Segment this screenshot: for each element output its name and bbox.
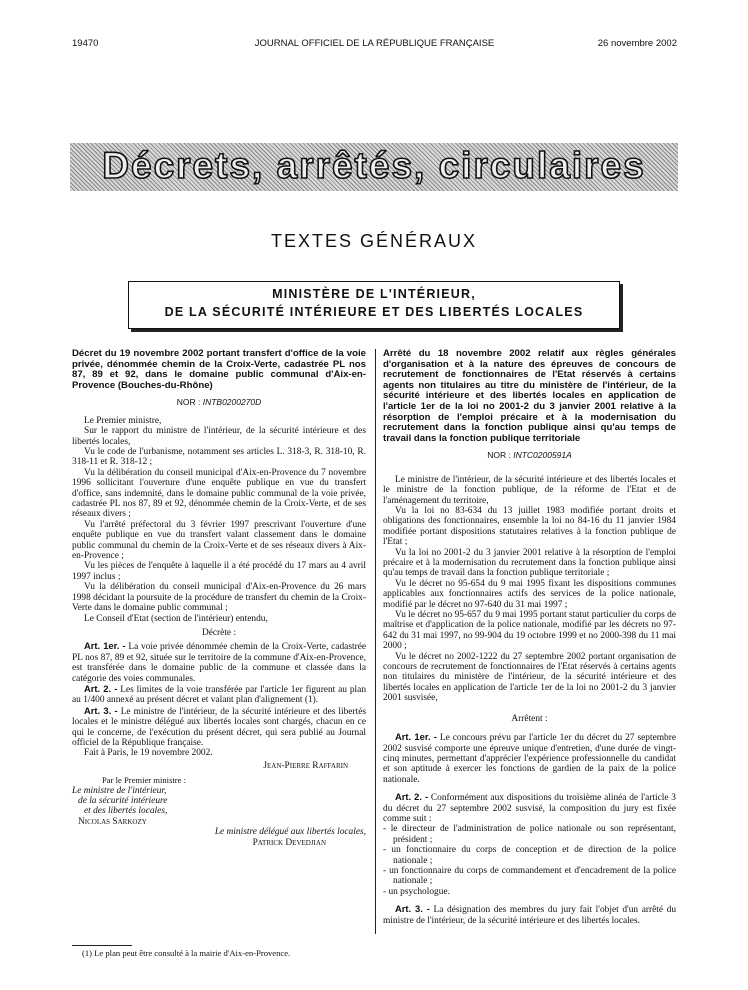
article (383, 732, 676, 785)
ministry-line-1: MINISTÈRE DE L'INTÉRIEUR, (272, 287, 476, 301)
delegate-title: Le ministre délégué aux libertés locales, (214, 827, 366, 838)
page-number: 19470 (72, 38, 99, 49)
nor-label: NOR : (487, 450, 511, 461)
paragraph: Le Conseil d'Etat (section de l'intérieur) entendu, (84, 613, 268, 624)
paragraph: Le ministre de l'intérieur, de la sécurité intérieure et des libertés locales et le ministre de la fonction publique, de la réforme de l'Etat et de l'aménagement du territoire, (383, 474, 676, 506)
jury-list (383, 824, 676, 897)
nor-reference (383, 450, 676, 460)
article-text: La désignation des membres du jury fait l'objet d'un arrêté du ministre de l'intérieur, de la sécurité intérieure et des libertés locales. (383, 905, 677, 926)
footnote-rule (72, 945, 132, 946)
decrete-heading: Décrète : (201, 627, 237, 638)
fait-line: Fait à Paris, le 19 novembre 2002. (84, 748, 213, 759)
paragraph: Vu la délibération du conseil municipal d'Aix-en-Provence du 7 novembre 1996 sollicitant l'ouverture d'une enquête publique en vue du transfert d'office, sans indemnité, dans le domaine public communal de la voie privée, cadastrée PL nos 87, 89 et 92, dénommée chemin de la Croix-Verte, et de ses réseaux divers ; (72, 467, 366, 520)
decree-title: Décret du 19 novembre 2002 portant transfert d'office de la voie privée, dénommée chemin de la Croix-Verte, cadastrée PL nos 87, 89 et 92, dans le domaine public communal d'Aix-en-Provence (Bouches-du-Rhône) (72, 348, 366, 391)
journal-title: JOURNAL OFFICIEL DE LA RÉPUBLIQUE FRANÇAISE (254, 38, 495, 49)
paragraph: Vu le code de l'urbanisme, notamment ses articles L. 318-3, R. 318-10, R. 318-11 et R. 318-12 ; (72, 447, 366, 468)
minister-title-2: de la sécurité intérieure (78, 796, 168, 806)
article (72, 706, 366, 749)
article-text: Conformément aux dispositions du troisième alinéa de l'article 3 du décret du 27 septembre 2002 susvisé, la composition du jury est fixée comme suit : (383, 793, 676, 824)
paragraph: Sur le rapport du ministre de l'intérieur, de la sécurité intérieure et des libertés locales, (72, 426, 366, 447)
delegate-name: Patrick Devedjian (252, 837, 326, 848)
jury-member: - un fonctionnaire du corps de conception et de direction de la police nationale ; (383, 845, 676, 866)
nor-code: INTB0200270D (202, 397, 262, 408)
arretent-heading: Arrêtent : (511, 713, 548, 724)
nor-label: NOR : (176, 397, 201, 408)
paragraph: Vu les pièces de l'enquête à laquelle il a été procédé du 17 mars au 4 avril 1997 inclus ; (72, 561, 366, 582)
article-label: Art. 2. - (84, 682, 118, 694)
article-text: Les limites de la voie transférée par l'article 1er figurent au plan au 1/400 annexé au présent décret et valant plan d'alignement (1). (72, 684, 367, 706)
article-label: Art. 2. - (395, 791, 429, 803)
article (72, 641, 366, 684)
column-divider (375, 349, 376, 934)
jury-member: - un psychologue. (383, 886, 450, 897)
article-label: Art. 3. - (395, 903, 430, 915)
paragraph: Vu le décret no 95-654 du 9 mai 1995 fixant les dispositions communes applicables aux fonctionnaires actifs des services de la police nationale, modifié par le décret no 97-640 du 31 mai 1997 ; (383, 578, 676, 610)
article-text: Le ministre de l'intérieur, de la sécurité intérieure et des libertés locales et le ministre délégué aux libertés locales sont chargés, chacun en ce qui le concerne, de l'exécution du présent décret, qui sera publié au Journal officiel de la République française. (72, 706, 367, 748)
article-label: Art. 3. - (84, 704, 118, 716)
paragraph: Vu la délibération du conseil municipal d'Aix-en-Provence du 26 mars 1998 décidant la poursuite de la procédure de transfert du chemin de la Croix-Verte dans le domaine public communal ; (72, 582, 366, 614)
ministry-box (128, 281, 620, 329)
nor-reference (72, 397, 366, 407)
section-heading: TEXTES GÉNÉRAUX (270, 231, 478, 251)
issue-date: 26 novembre 2002 (597, 38, 677, 49)
right-column (383, 349, 676, 926)
article-label: Art. 1er. - (84, 640, 126, 652)
article-text: La voie privée dénommée chemin de la Croix-Verte, cadastrée PL nos 87, 89 et 92, située sur le territoire de la commune d'Aix-en-Provence, est transférée dans le domaine public de la commune et classée dans la catégorie des voies communales. (72, 642, 367, 684)
nor-code: INTC0200591A (513, 450, 572, 461)
paragraph: Vu la loi no 83-634 du 13 juillet 1983 modifiée portant droits et obligations des fonctionnaires, ensemble la loi no 84-16 du 11 janvier 1984 modifiée portant dispositions statutaires relatives à la fonction publique de l'Etat ; (383, 505, 676, 548)
arrete-title: Arrêté du 18 novembre 2002 relatif aux règles générales d'organisation et à la nature des épreuves de concours de recrutement de fonctionnaires de l'Etat réservés à certains agents non titulaires au titre du ministère de l'intérieur, de la sécurité intérieure et des libertés locales en application de l'article 1er de la loi no 2001-2 du 3 janvier 2001 relative à la résorption de l'emploi précaire et à la modernisation du recrutement dans la fonction publique ainsi qu'au temps de travail dans la fonction publique territoriale (383, 348, 676, 444)
banner-title: Décrets, arrêtés, circulaires (102, 145, 646, 186)
minister-title-3: et des libertés locales, (84, 806, 168, 817)
section-banner (70, 143, 678, 191)
page-header (72, 38, 677, 52)
jury-member: - un fonctionnaire du corps de commandement et d'encadrement de la police nationale ; (383, 865, 676, 887)
par-le-premier-ministre: Par le Premier ministre : (102, 775, 187, 786)
paragraph: Vu l'arrêté préfectoral du 3 février 1997 prescrivant l'ouverture d'une enquête publique en vue du transfert valant classement dans le domaine public communal du chemin de la Croix-Verte et de ses réseaux divers à Aix-en-Provence ; (72, 519, 366, 562)
article-label: Art. 1er. - (395, 731, 437, 743)
minister-name: Nicolas Sarkozy (78, 816, 147, 827)
jury-member: - le directeur de l'administration de police nationale ou son représentant, président ; (383, 824, 676, 845)
signatory-prime-minister: Jean-Pierre Raffarin (263, 760, 348, 771)
paragraph: Vu le décret no 2002-1222 du 27 septembre 2002 portant organisation de concours de recrutement de fonctionnaires de l'Etat réservés à certains agents non titulaires du ministère de l'intérieur, de la sécurité intérieure et des libertés locales en application de l'article 1er de la loi no 2001-2 du 3 janvier 2001 susvisée, (383, 651, 676, 704)
article (383, 792, 676, 824)
paragraph: Vu la loi no 2001-2 du 3 janvier 2001 relative à la résorption de l'emploi précaire et à la modernisation du recrutement dans la fonction publique ainsi qu'au temps de travail dans la fonction publique territoriale ; (383, 547, 676, 579)
paragraph: Le Premier ministre, (84, 415, 162, 426)
minister-title-1: Le ministre de l'intérieur, (72, 785, 167, 796)
left-column (72, 349, 366, 848)
footnote: (1) Le plan peut être consulté à la mairie d'Aix-en-Provence. (82, 948, 291, 958)
article (383, 904, 676, 926)
article-text: Le concours prévu par l'article 1er du décret du 27 septembre 2002 susvisé comporte une épreuve unique d'entretien, d'une durée de vingt-cinq minutes, permettant d'apprécier l'expérience professionnelle du candidat et son aptitude à exercer les fonctions de gardien de la paix de la police nationale. (383, 733, 677, 785)
paragraph: Vu le décret no 95-657 du 9 mai 1995 portant statut particulier du corps de maîtrise et d'application de la police nationale, modifié par les décrets no 97-642 du 31 mai 1997, no 99-904 du 19 octobre 1999 et no 2000-398 du 11 mai 2000 ; (383, 610, 676, 652)
article (72, 684, 366, 706)
ministry-line-2: DE LA SÉCURITÉ INTÉRIEURE ET DES LIBERTÉS LOCALES (164, 305, 584, 319)
